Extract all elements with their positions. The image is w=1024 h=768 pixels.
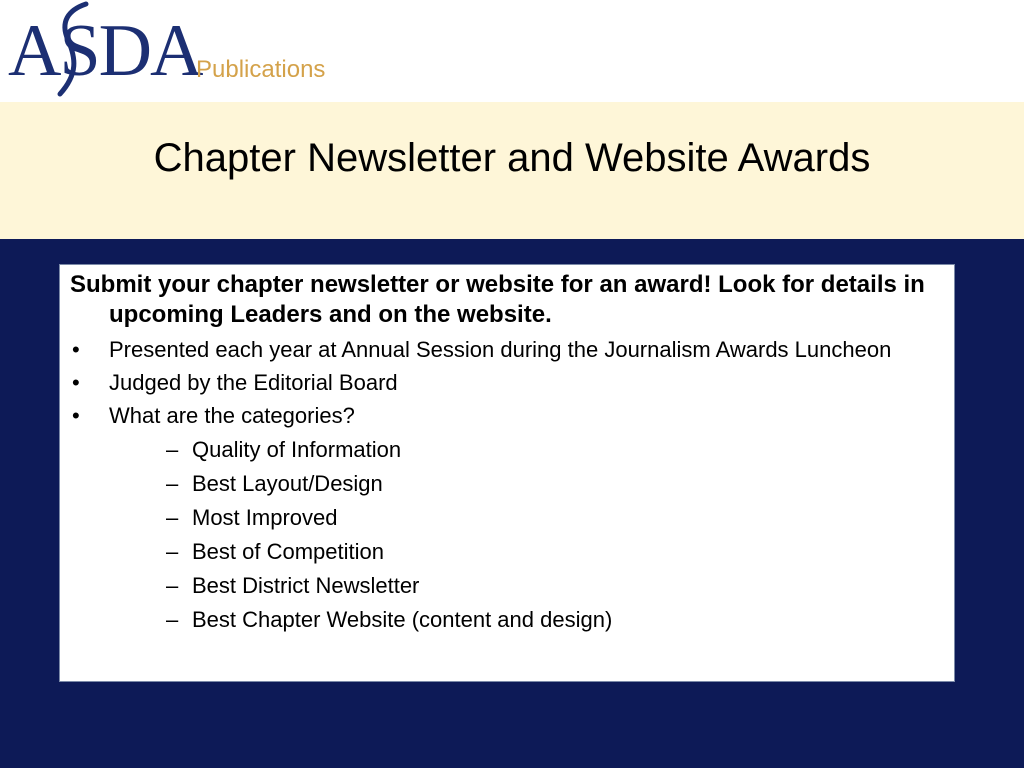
bullet-item [70,336,940,363]
bullet-list [70,336,940,633]
category-text: Quality of Information [192,437,402,462]
category-text: Most Improved [192,505,338,530]
bullet-icon: • [72,337,80,362]
logo-swash-icon [38,0,98,100]
category-item [109,504,940,531]
category-item [109,538,940,565]
dash-icon: – [166,505,179,530]
category-text: Best of Competition [192,539,384,564]
content [70,270,940,640]
category-list [109,436,940,633]
dash-icon: – [166,573,179,598]
bullet-icon: • [72,403,80,428]
logo-subtitle: Publications [196,56,326,83]
bullet-text: Judged by the Editorial Board [109,370,398,395]
dash-icon: – [166,437,179,462]
bullet-icon: • [72,370,80,395]
asda-logo: ASDA [8,10,202,92]
lead-text: Submit your chapter newsletter or website for an award! Look for details in upcoming Leaders and on the website. [70,271,925,328]
dash-icon: – [166,471,179,496]
slide-title: Chapter Newsletter and Website Awards [153,136,871,180]
category-item [109,470,940,497]
bullet-item [70,369,940,396]
dash-icon: – [166,539,179,564]
category-item [109,436,940,463]
bullet-item [70,402,940,633]
category-item [109,606,940,633]
category-item [109,572,940,599]
category-text: Best District Newsletter [192,573,420,598]
bullet-text: What are the categories? [109,403,355,428]
category-text: Best Layout/Design [192,471,383,496]
dash-icon: – [166,607,179,632]
bullet-text: Presented each year at Annual Session during the Journalism Awards Luncheon [109,337,892,362]
category-text: Best Chapter Website (content and design) [192,607,613,632]
